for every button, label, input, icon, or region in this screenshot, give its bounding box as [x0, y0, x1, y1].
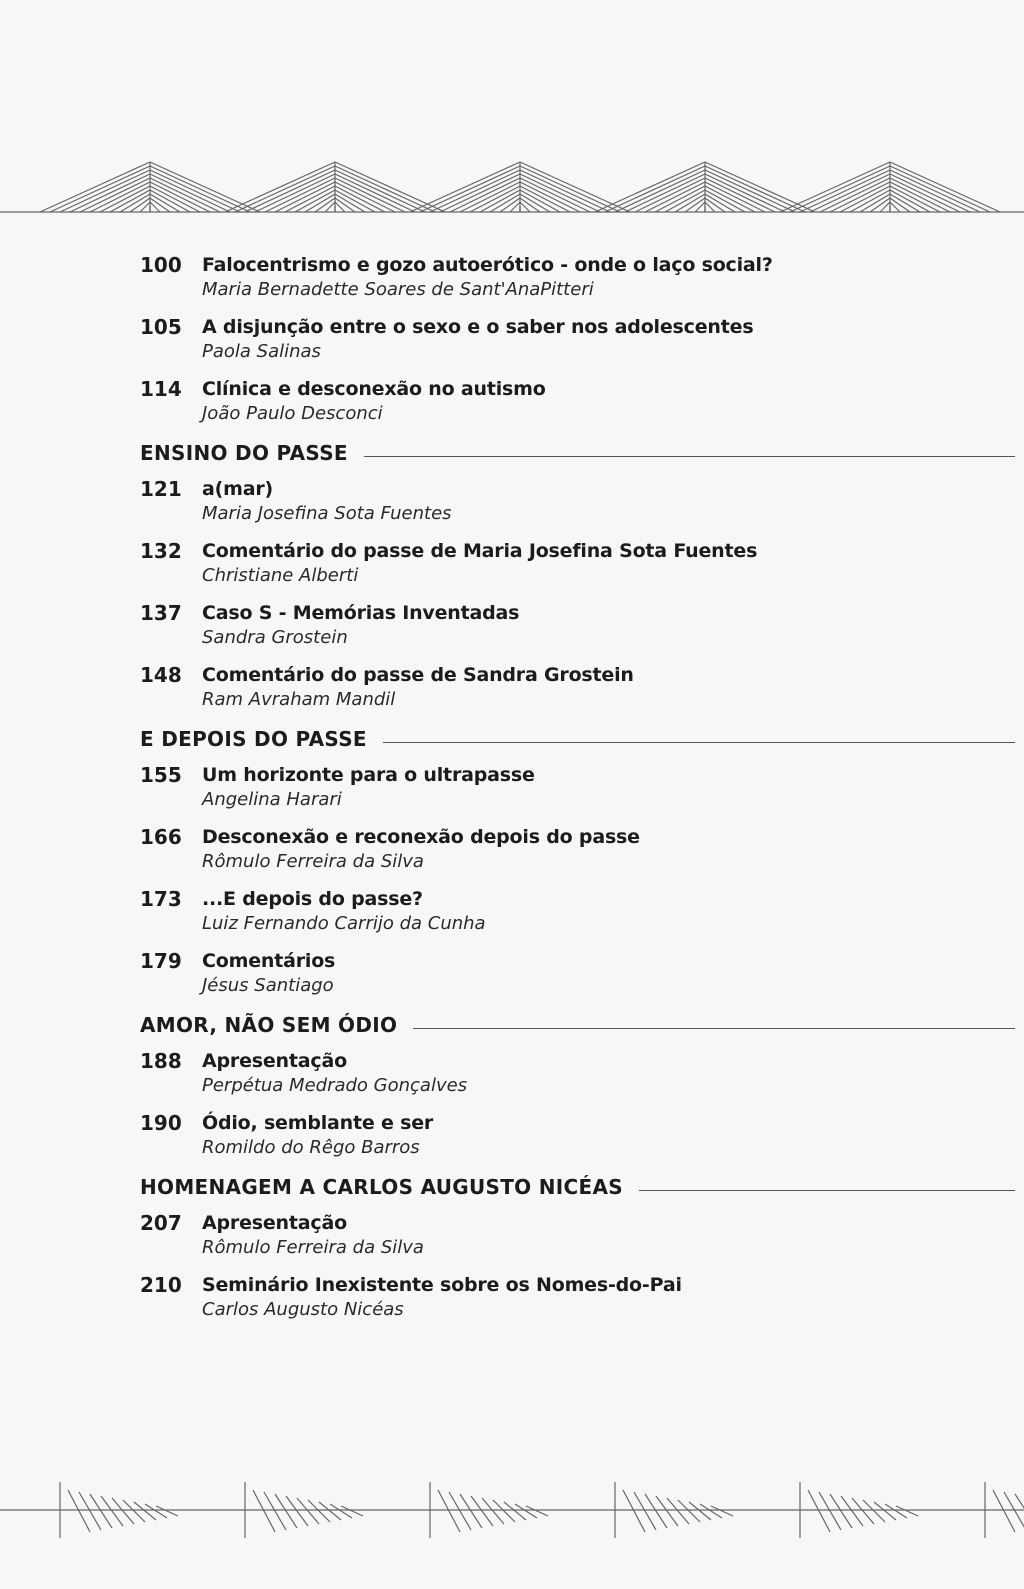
toc-entry	[140, 1272, 1015, 1322]
entry-text	[202, 662, 1015, 712]
entry-title: Desconexão e reconexão depois do passe	[202, 826, 640, 848]
section-heading	[140, 1012, 1015, 1038]
entry-text	[202, 824, 1015, 874]
entry-title: Comentário do passe de Sandra Grostein	[202, 664, 634, 686]
entry-author: Rômulo Ferreira da Silva	[202, 851, 424, 872]
top-ornament-border	[0, 150, 1024, 230]
entry-author: João Paulo Desconci	[202, 403, 383, 424]
entry-text	[202, 948, 1015, 998]
entry-author: Paola Salinas	[202, 341, 321, 362]
entry-author: Carlos Augusto Nicéas	[202, 1299, 404, 1320]
entry-text	[202, 762, 1015, 812]
page-number: 207	[140, 1211, 182, 1235]
page-number: 100	[140, 253, 182, 277]
page-number: 121	[140, 477, 182, 501]
section-title: AMOR, NÃO SEM ÓDIO	[140, 1013, 398, 1037]
entry-author: Sandra Grostein	[202, 627, 348, 648]
entry-text	[202, 476, 1015, 526]
entry-author: Christiane Alberti	[202, 565, 359, 586]
page-number: 148	[140, 663, 182, 687]
entry-title: Seminário Inexistente sobre os Nomes-do-Pai	[202, 1274, 682, 1296]
toc-entry	[140, 476, 1015, 526]
entry-author: Maria Josefina Sota Fuentes	[202, 503, 452, 524]
section-heading	[140, 1174, 1015, 1200]
entry-title: Apresentação	[202, 1212, 347, 1234]
entry-author: Angelina Harari	[202, 789, 342, 810]
section-heading	[140, 440, 1015, 466]
toc-entry	[140, 1048, 1015, 1098]
toc-entry	[140, 662, 1015, 712]
entry-text	[202, 1110, 1015, 1160]
toc-entry	[140, 948, 1015, 998]
toc-entry	[140, 886, 1015, 936]
entry-title: Um horizonte para o ultrapasse	[202, 764, 535, 786]
entry-title: Caso S - Memórias Inventadas	[202, 602, 520, 624]
toc-entry	[140, 538, 1015, 588]
toc-entry	[140, 376, 1015, 426]
entry-title: Apresentação	[202, 1050, 347, 1072]
toc-entry	[140, 314, 1015, 364]
entry-author: Ram Avraham Mandil	[202, 689, 396, 710]
page-number: 132	[140, 539, 182, 563]
entry-text	[202, 252, 1015, 302]
entry-text	[202, 886, 1015, 936]
entry-author: Luiz Fernando Carrijo da Cunha	[202, 913, 486, 934]
section-rule	[639, 1190, 1015, 1191]
page-number: 105	[140, 315, 182, 339]
entry-author: Romildo do Rêgo Barros	[202, 1137, 420, 1158]
section-title: HOMENAGEM A CARLOS AUGUSTO NICÉAS	[140, 1175, 623, 1199]
entry-title: a(mar)	[202, 478, 273, 500]
entry-title: Comentário do passe de Maria Josefina Sota Fuentes	[202, 540, 758, 562]
page-number: 190	[140, 1111, 182, 1135]
toc-entry	[140, 762, 1015, 812]
page-number: 155	[140, 763, 182, 787]
entry-text	[202, 1272, 1015, 1322]
toc-entry	[140, 600, 1015, 650]
entry-author: Perpétua Medrado Gonçalves	[202, 1075, 468, 1096]
entry-title: A disjunção entre o sexo e o saber nos adolescentes	[202, 316, 754, 338]
section-title: ENSINO DO PASSE	[140, 441, 348, 465]
section-rule	[413, 1028, 1015, 1029]
page-number: 137	[140, 601, 182, 625]
entry-title: Comentários	[202, 950, 336, 972]
entry-text	[202, 376, 1015, 426]
table-of-contents	[140, 252, 1015, 1334]
toc-entry	[140, 252, 1015, 302]
section-title: E DEPOIS DO PASSE	[140, 727, 367, 751]
entry-title: Falocentrismo e gozo autoerótico - onde o laço social?	[202, 254, 773, 276]
section-rule	[364, 456, 1015, 457]
page-number: 179	[140, 949, 182, 973]
entry-text	[202, 1210, 1015, 1260]
entry-title: ...E depois do passe?	[202, 888, 423, 910]
entry-author: Rômulo Ferreira da Silva	[202, 1237, 424, 1258]
page-number: 166	[140, 825, 182, 849]
section-heading	[140, 726, 1015, 752]
entry-author: Maria Bernadette Soares de Sant'AnaPitteri	[202, 279, 594, 300]
entry-text	[202, 314, 1015, 364]
bottom-ornament-border	[0, 1478, 1024, 1548]
page-number: 210	[140, 1273, 182, 1297]
page-number: 114	[140, 377, 182, 401]
entry-text	[202, 1048, 1015, 1098]
page-number: 173	[140, 887, 182, 911]
toc-entry	[140, 824, 1015, 874]
toc-entry	[140, 1110, 1015, 1160]
toc-entry	[140, 1210, 1015, 1260]
entry-text	[202, 538, 1015, 588]
section-rule	[383, 742, 1015, 743]
page-number: 188	[140, 1049, 182, 1073]
entry-title: Ódio, semblante e ser	[202, 1112, 434, 1134]
entry-text	[202, 600, 1015, 650]
entry-title: Clínica e desconexão no autismo	[202, 378, 546, 400]
entry-author: Jésus Santiago	[202, 975, 334, 996]
